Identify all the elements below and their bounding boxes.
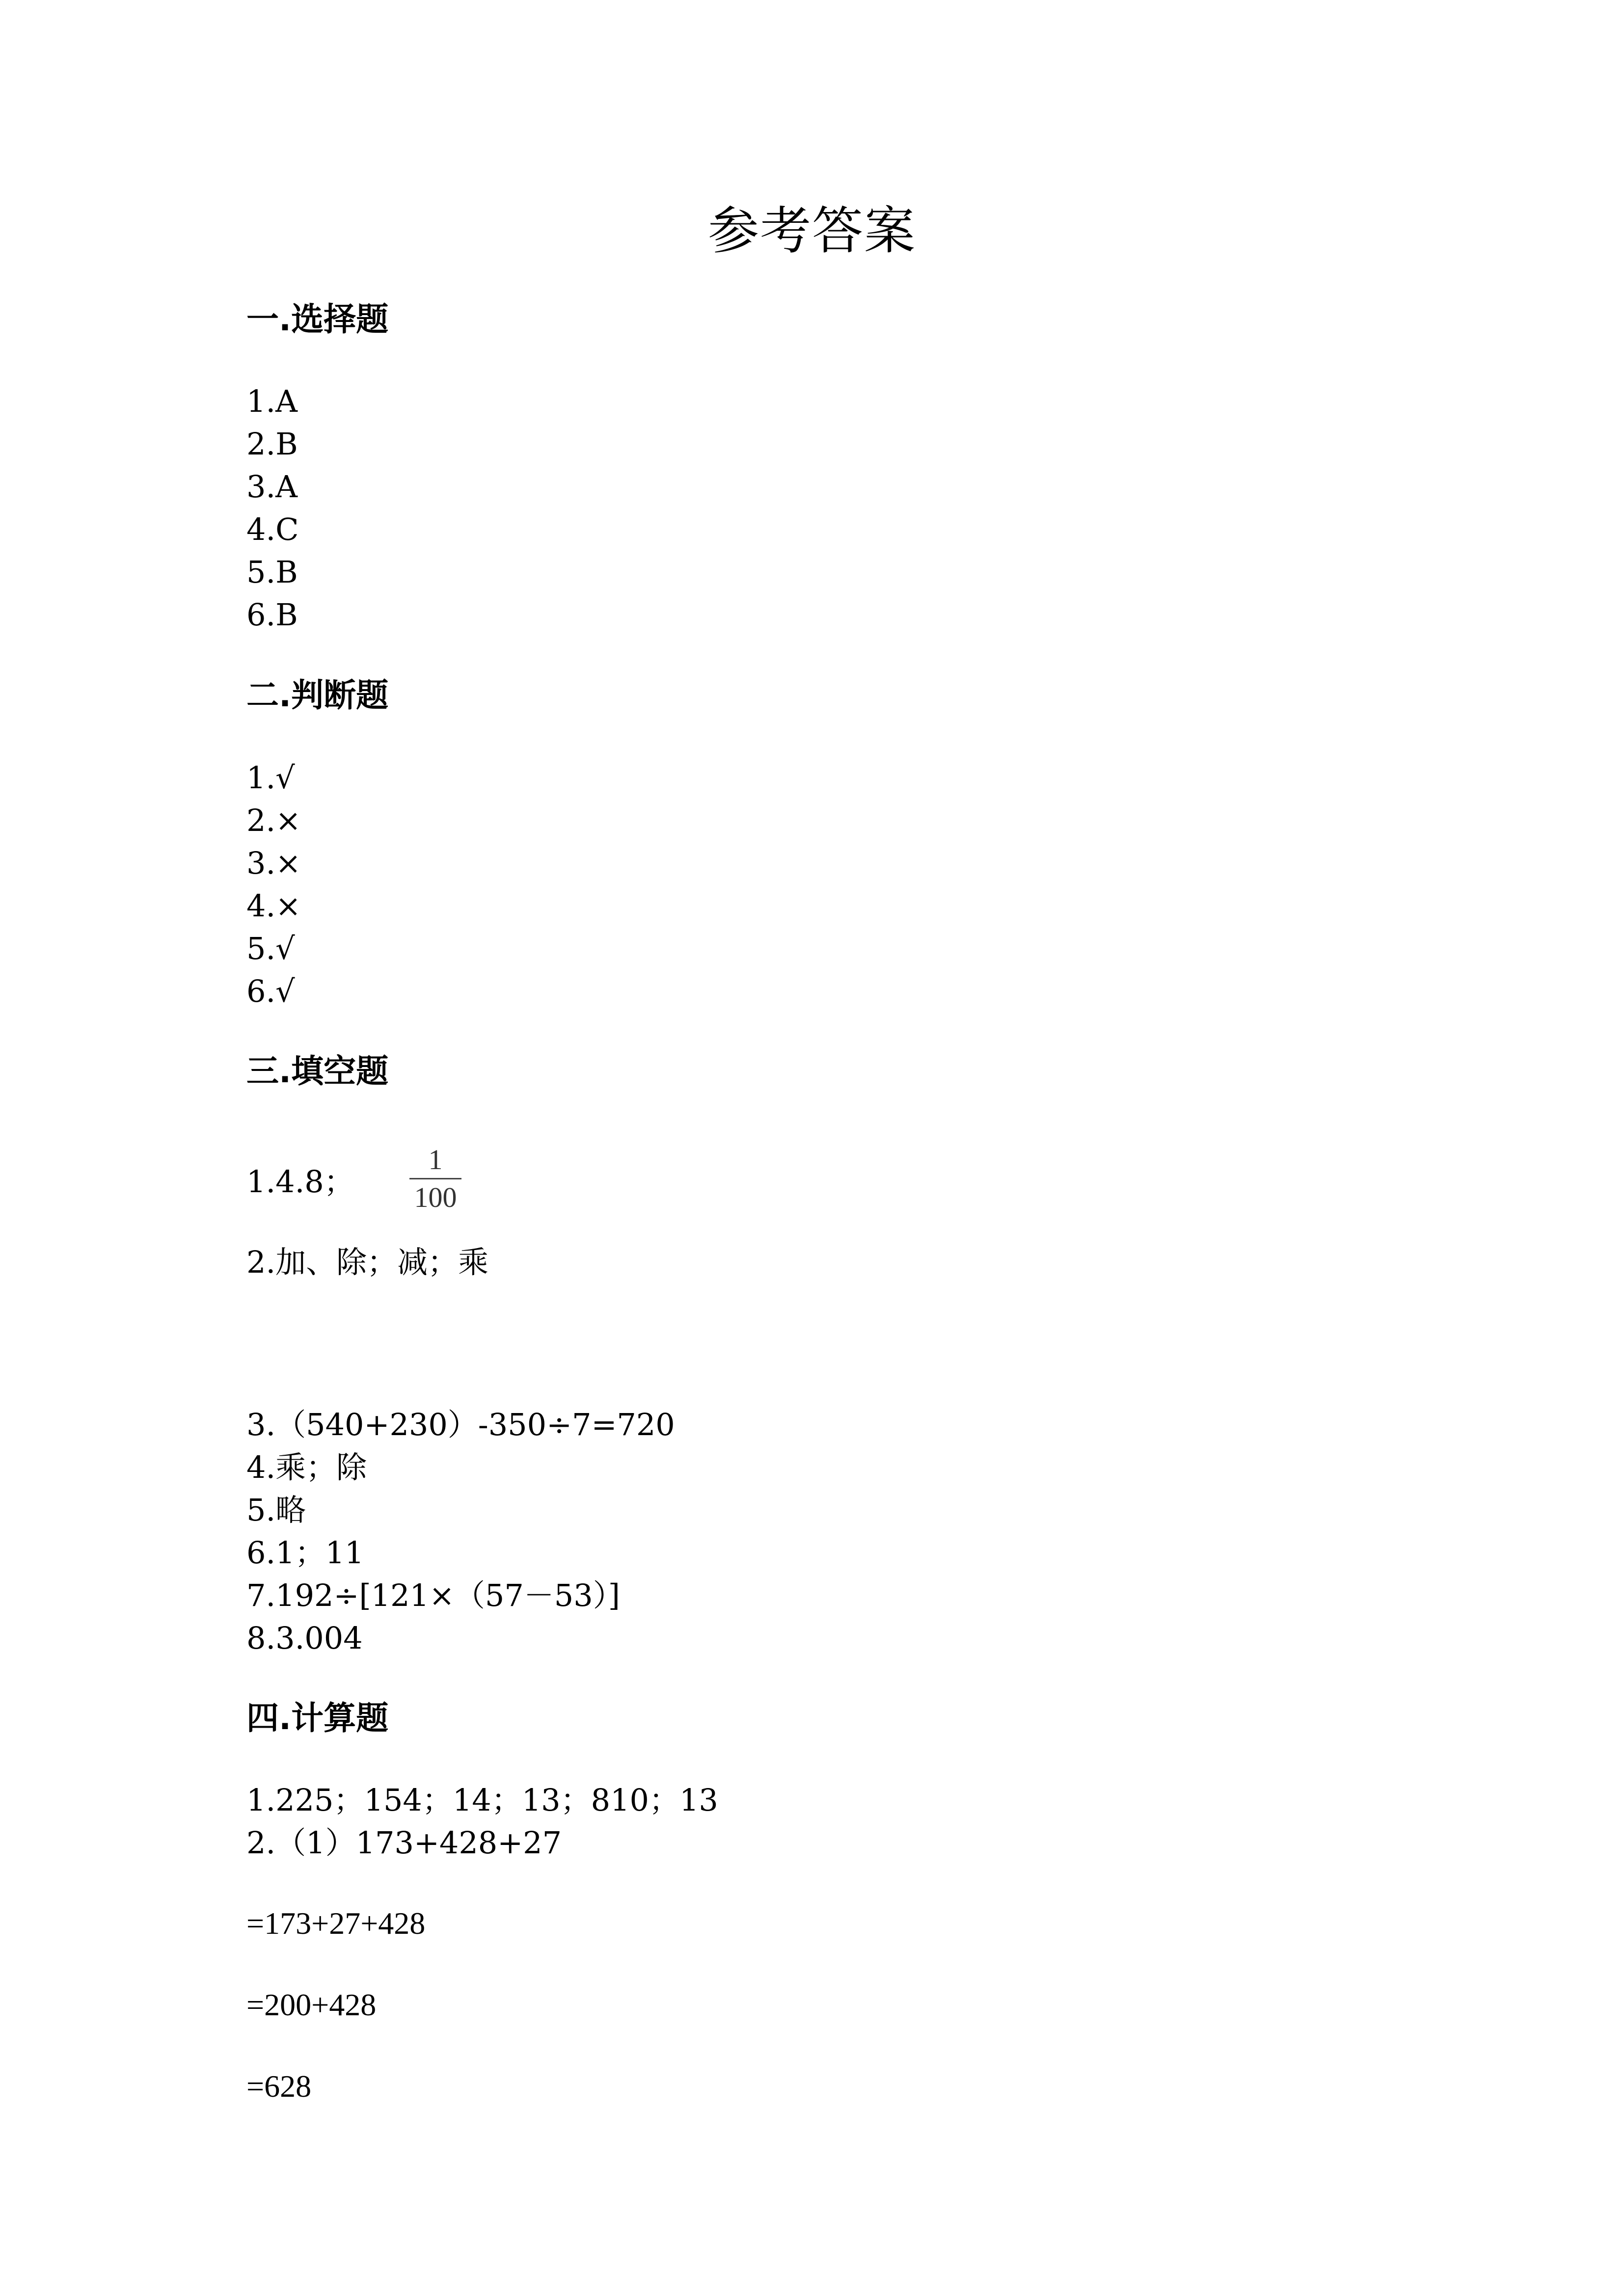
page-title: 参考答案 <box>707 201 916 261</box>
list-item: 1.√ <box>246 760 295 796</box>
section-heading-judge: 二.判断题 <box>246 676 389 714</box>
list-item: 5.√ <box>246 931 295 966</box>
list-item: 1.225；154；14；13；810；13 <box>246 1782 718 1818</box>
list-item: 2.B <box>246 426 298 462</box>
section-heading-fill: 三.填空题 <box>246 1052 389 1090</box>
list-item: 2.加、除；减；乘 <box>246 1244 489 1280</box>
list-item: 3.A <box>246 469 298 505</box>
list-item: 2.× <box>246 802 301 838</box>
fraction <box>408 1144 462 1214</box>
list-item: 1.A <box>246 383 298 419</box>
fraction-bar <box>409 1178 461 1179</box>
list-item: 3.（540+230）-350÷7=720 <box>246 1407 675 1442</box>
list-item: 1.4.8； <box>246 1164 354 1200</box>
calc-step: =200+428 <box>246 1987 377 2022</box>
fraction-denominator: 100 <box>414 1181 457 1213</box>
list-item: 4.乘；除 <box>246 1449 367 1485</box>
list-item: 2.（1）173+428+27 <box>246 1825 562 1861</box>
list-item: 3.× <box>246 845 301 881</box>
calc-step: =628 <box>246 2069 312 2104</box>
section-heading-calc: 四.计算题 <box>246 1699 389 1737</box>
list-item: 5.略 <box>246 1492 306 1528</box>
list-item: 8.3.004 <box>246 1620 363 1656</box>
section-heading-choice: 一.选择题 <box>246 300 389 338</box>
list-item: 7.192÷[121×（57－53）] <box>246 1577 620 1613</box>
list-item: 6.B <box>246 597 298 633</box>
fraction-numerator: 1 <box>428 1144 443 1175</box>
list-item: 6.1；11 <box>246 1535 364 1571</box>
calc-step: =173+27+428 <box>246 1906 426 1941</box>
list-item: 6.√ <box>246 973 295 1009</box>
list-item: 4.C <box>246 511 299 547</box>
list-item: 4.× <box>246 888 301 924</box>
list-item: 5.B <box>246 554 298 590</box>
